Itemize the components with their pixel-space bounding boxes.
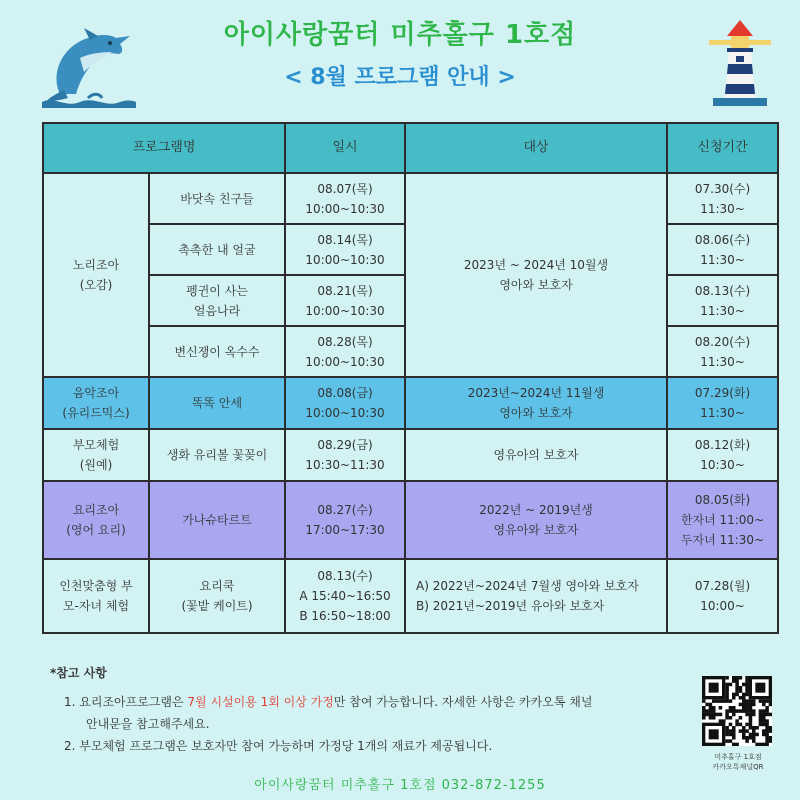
- category-cell: 노리조아 (오감): [43, 173, 149, 377]
- datetime-cell: 08.28(목) 10:00~10:30: [285, 326, 405, 377]
- apply-cell: 08.13(수) 11:30~: [667, 275, 778, 326]
- qr-code: [702, 676, 772, 746]
- program-cell: 똑똑 안세: [149, 377, 285, 429]
- datetime-cell: 08.29(금) 10:30~11:30: [285, 429, 405, 481]
- datetime-cell: 08.14(목) 10:00~10:30: [285, 224, 405, 275]
- category-cell: 부모체험 (원예): [43, 429, 149, 481]
- program-cell: 바닷속 친구들: [149, 173, 285, 224]
- notes-heading: *참고 사항: [50, 666, 107, 680]
- header-program: 프로그램명: [43, 123, 285, 173]
- category-cell: 음악조아 (유리드믹스): [43, 377, 149, 429]
- program-cell: 요리쿡 (꽃밭 케이트): [149, 559, 285, 633]
- qr-caption: 미추홀구 1호점 카카오톡채널QR: [712, 753, 764, 771]
- header-apply: 신청기간: [667, 123, 778, 173]
- notes-section: [50, 664, 592, 757]
- note-item-1-continued: 안내문을 참고해주세요.: [86, 717, 210, 731]
- target-cell: 영유아의 보호자: [405, 429, 667, 481]
- program-cell: 촉촉한 내 얼굴: [149, 224, 285, 275]
- note-highlight: 7월 시설이용 1회 이상 가정: [187, 695, 334, 709]
- page-title: 아이사랑꿈터 미추홀구 1호점: [223, 20, 577, 50]
- footer-contact: 아이사랑꿈터 미추홀구 1호점 032-872-1255: [254, 778, 546, 793]
- dolphin-icon: [40, 24, 136, 108]
- note-item-1: 1. 요리조아프로그램은 7월 시설이용 1회 이상 가정만 참여 가능합니다. 자세한 사항은 카카오톡 채널: [64, 695, 593, 709]
- program-table: [42, 122, 779, 634]
- apply-cell: 08.12(화) 10:30~: [667, 429, 778, 481]
- table-row: [43, 173, 778, 224]
- apply-cell: 08.20(수) 11:30~: [667, 326, 778, 377]
- table-row: [43, 481, 778, 559]
- program-cell: 가나슈타르트: [149, 481, 285, 559]
- table-row: [43, 429, 778, 481]
- header-datetime: 일시: [285, 123, 405, 173]
- program-cell: 생화 유리볼 꽃꽂이: [149, 429, 285, 481]
- apply-cell: 07.30(수) 11:30~: [667, 173, 778, 224]
- header-target: 대상: [405, 123, 667, 173]
- datetime-cell: 08.21(목) 10:00~10:30: [285, 275, 405, 326]
- target-cell: A) 2022년~2024년 7월생 영아와 보호자 B) 2021년~2019년 유아와 보호자: [405, 559, 667, 633]
- target-cell: 2023년 ~ 2024년 10월생 영아와 보호자: [405, 173, 667, 377]
- note-item-2: 2. 부모체험 프로그램은 보호자만 참여 가능하며 가정당 1개의 재료가 제공됩니다.: [64, 739, 493, 753]
- program-cell: 변신쟁이 옥수수: [149, 326, 285, 377]
- target-cell: 2023년~2024년 11월생 영아와 보호자: [405, 377, 667, 429]
- program-cell: 펭귄이 사는 얼음나라: [149, 275, 285, 326]
- target-cell: 2022년 ~ 2019년생 영유아와 보호자: [405, 481, 667, 559]
- datetime-cell: 08.07(목) 10:00~10:30: [285, 173, 405, 224]
- lighthouse-icon: [705, 14, 775, 106]
- category-cell: 인천맞춤형 부 모-자녀 체험: [43, 559, 149, 633]
- datetime-cell: 08.13(수) A 15:40~16:50 B 16:50~18:00: [285, 559, 405, 633]
- table-row: [43, 559, 778, 633]
- category-cell: 요리조아 (영어 요리): [43, 481, 149, 559]
- datetime-cell: 08.27(수) 17:00~17:30: [285, 481, 405, 559]
- apply-cell: 07.29(화) 11:30~: [667, 377, 778, 429]
- apply-cell: 08.05(화) 한자녀 11:00~ 두자녀 11:30~: [667, 481, 778, 559]
- datetime-cell: 08.08(금) 10:00~10:30: [285, 377, 405, 429]
- apply-cell: 07.28(월) 10:00~: [667, 559, 778, 633]
- table-row: [43, 377, 778, 429]
- apply-cell: 08.06(수) 11:30~: [667, 224, 778, 275]
- page-subtitle: < 8월 프로그램 안내 >: [284, 65, 516, 90]
